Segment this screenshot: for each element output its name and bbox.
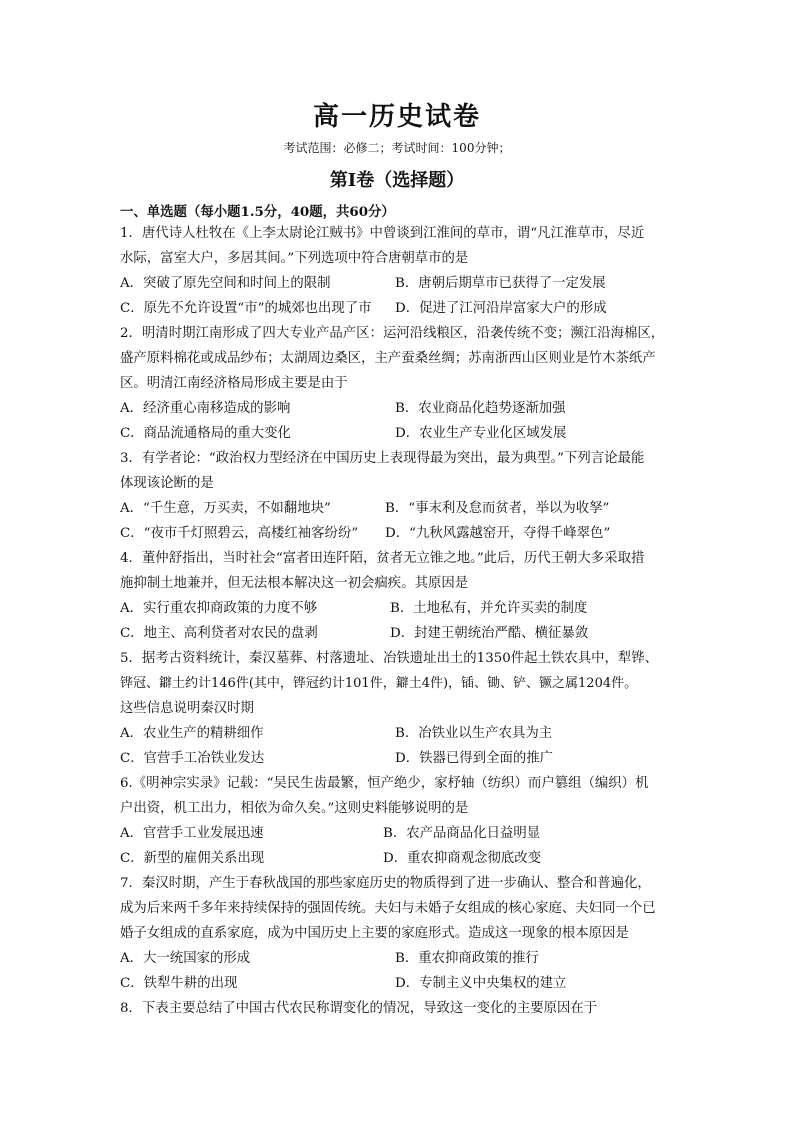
question-2-option-a: A．经济重心南移造成的影响	[120, 401, 291, 416]
question-3-option-b: B．“事末利及怠而贫者，举以为收孥”	[385, 501, 610, 516]
question-2-option-d: D．农业生产专业化区域发展	[395, 426, 567, 441]
question-6-line-1: 6.《明神宗实录》记载：“吴民生齿最繁，恒产绝少，家杼轴（纺织）而户篡组（编织）机	[120, 776, 649, 791]
question-6-option-d: D．重农抑商观念彻底改变	[383, 851, 542, 866]
exam-title: 高一历史试卷	[312, 102, 481, 132]
question-7-line-2: 成为后来两千多年来持续保持的强固传统。夫妇与未婚子女组成的核心家庭、夫妇同一个已	[120, 901, 656, 916]
question-7-option-d: D．专制主义中央集权的建立	[395, 976, 567, 991]
question-7-line-3: 婚子女组成的直系家庭，成为中国历史上主要的家庭形式。造成这一现象的根本原因是	[120, 926, 629, 941]
question-2-line-2: 盛产原料棉花或成品纱布；太湖周边桑区，主产蚕桑丝绸；苏南浙西山区则业是竹木茶纸产	[120, 351, 656, 366]
question-7-option-a: A．大一统国家的形成	[120, 951, 251, 966]
question-1-option-d: D．促进了江河沿岸富家大户的形成	[395, 301, 607, 316]
question-1-line-1: 1．唐代诗人杜牧在《上李太尉论江贼书》中曾谈到江淮间的草市，谓“凡江淮草市，尽近	[120, 226, 645, 241]
question-2-line-3: 区。明清江南经济格局形成主要是由于	[120, 376, 348, 391]
question-4-option-a: A．实行重农抑商政策的力度不够	[120, 601, 318, 616]
section-title: 第Ⅰ卷（选择题）	[329, 170, 465, 191]
question-5-option-b: B．冶铁业以生产农具为主	[395, 726, 553, 741]
question-3-option-a: A．“千生意，万买卖，不如翻地块”	[120, 501, 331, 516]
question-7-option-c: C．铁犁牛耕的出现	[120, 976, 238, 991]
question-5-line-2: 铧冠、鐴土约计146件(其中，铧冠约计101件，鐴土4件)，锸、锄、铲、镢之属1204件。	[120, 676, 638, 691]
question-5-option-d: D．铁器已得到全面的推广	[395, 751, 554, 766]
question-4-option-b: B．土地私有，并允许买卖的制度	[390, 601, 588, 616]
question-7-line-1: 7．秦汉时期，产生于春秋战国的那些家庭历史的物质得到了进一步确认、整合和普遍化，	[120, 876, 651, 891]
question-4-line-2: 施抑制土地兼并，但无法根本解决这一初会痼疾。其原因是	[120, 576, 469, 591]
question-3-option-d: D．“九秋风露越窑开，夺得千峰翠色”	[385, 526, 611, 541]
question-6-option-c: C．新型的雇佣关系出现	[120, 851, 265, 866]
question-4-line-1: 4．董仲舒指出，当时社会“富者田连阡陌，贫者无立锥之地。”此后，历代王朝大多采取措	[120, 551, 645, 566]
question-5-option-a: A．农业生产的精耕细作	[120, 726, 264, 741]
question-5-line-1: 5．据考古资料统计，秦汉墓葬、村落遗址、冶铁遗址出土的1350件起土铁农具中，犁铧、	[120, 651, 659, 666]
exam-scope-and-time: 考试范围：必修二；考试时间：100分钟；	[283, 141, 511, 155]
question-3-option-c: C．“夜市千灯照碧云，高楼红袖客纷纷”	[120, 526, 359, 541]
question-1-option-b: B．唐朝后期草市已获得了一定发展	[395, 276, 606, 291]
question-3-line-1: 3．有学者论：“政治权力型经济在中国历史上表现得最为突出，最为典型。”下列言论最能	[120, 451, 645, 466]
part-heading: 一、单选题（每小题1.5分，40题，共60分）	[120, 204, 395, 220]
question-4-option-d: D．封建王朝统治严酷、横征暴敛	[390, 626, 589, 641]
question-6-option-b: B．农产品商品化日益明显	[383, 826, 541, 841]
question-2-option-c: C．商品流通格局的重大变化	[120, 426, 291, 441]
question-5-option-c: C．官营手工冶铁业发达	[120, 751, 265, 766]
question-4-option-c: C．地主、高利贷者对农民的盘剥	[120, 626, 318, 641]
question-1-option-c: C．原先不允许设置“市”的城郊也出现了市	[120, 301, 372, 316]
question-1-line-2: 水际，富室大户，多居其间。”下列选项中符合唐朝草市的是	[120, 251, 469, 266]
question-2-option-b: B．农业商品化趋势逐渐加强	[395, 401, 566, 416]
question-8-line-1: 8．下表主要总结了中国古代农民称谓变化的情况，导致这一变化的主要原因在于	[120, 1001, 598, 1016]
question-6-option-a: A．官营手工业发展迅速	[120, 826, 264, 841]
question-3-line-2: 体现该论断的是	[120, 476, 214, 491]
question-5-line-3: 这些信息说明秦汉时期	[120, 701, 254, 716]
question-6-line-2: 户出资，机工出力，相依为命久矣。”这则史料能够说明的是	[120, 801, 469, 816]
question-7-option-b: B．重农抑商政策的推行	[395, 951, 539, 966]
question-2-line-1: 2．明清时期江南形成了四大专业产品产区：运河沿线粮区，沿袭传统不变；濒江沿海棉区，	[120, 326, 665, 341]
question-1-option-a: A．突破了原先空间和时间上的限制	[120, 276, 331, 291]
